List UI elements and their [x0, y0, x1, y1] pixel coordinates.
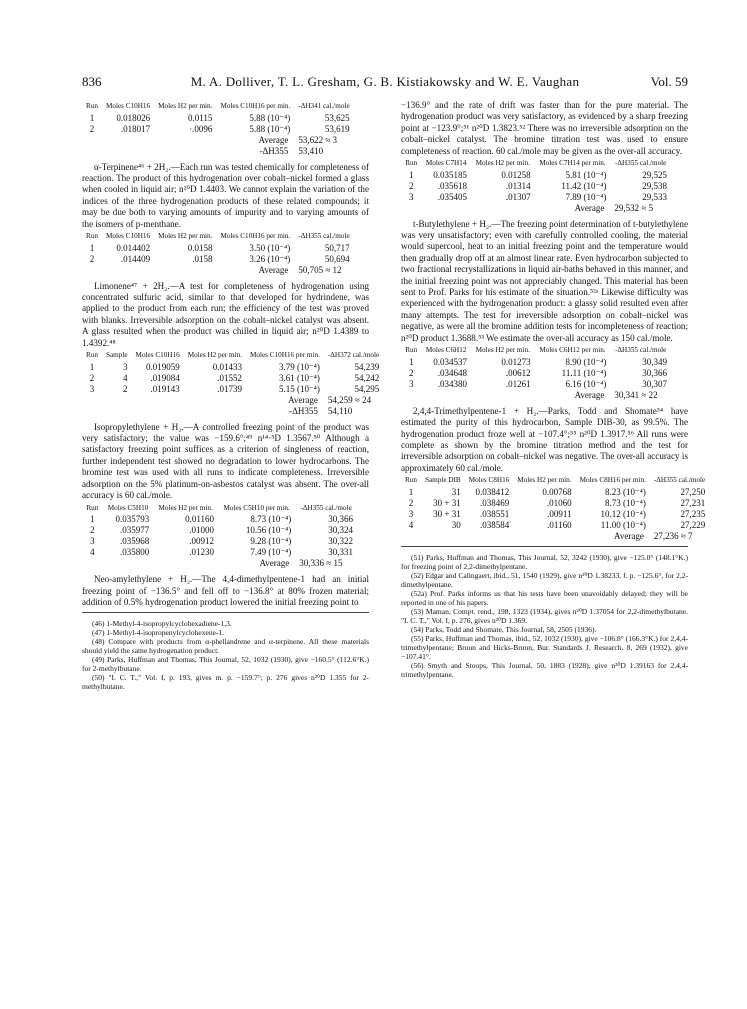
average-row-label: Average [574, 202, 605, 213]
table-row [82, 525, 357, 536]
column-header: -ΔH355 cal./mole [653, 476, 706, 485]
table-cell: 11.42 (10⁻⁴) [561, 180, 607, 191]
data-table [82, 505, 357, 570]
column-header: Moles C5H10 per min. [223, 503, 290, 512]
footnote-rule [401, 546, 688, 547]
table-row [401, 509, 709, 520]
table-cell: .01230 [189, 547, 215, 558]
table-cell: 30,322 [328, 536, 353, 547]
data-table [82, 103, 354, 157]
average-row [401, 203, 671, 214]
table-cell: 30,331 [328, 547, 353, 558]
table-cell: 0.01433 [212, 361, 242, 372]
table-cell: 3.79 (10⁻⁴) [278, 361, 320, 372]
column-header: Sample [105, 351, 128, 360]
table-cell: 1 [408, 169, 414, 180]
table-row [82, 384, 383, 395]
paragraph: t-Butylethylene + H₂.—The freezing point determination of t-butylethylene was very unsatisfactory; even with carefully controlled cooling, the material would supercool, heat to an initial freezing point and the temperature would then gradually drop off at an almost linear rate. Even hydrocarbon subjected to two fractional recrystallizations in liquid air-baths behaved in this manner, and the initial freezing point was not appreciably changed. This material has been sent to Prof. Parks for his estimate of the situation.⁵²ᵃ Likewise difficulty was experienced with the hydrogenation product: a glassy solid resulted even after many attempts. The test for irreversible adsorption on cobalt–nickel was negative, as were all the bromine addition tests for incompleteness of reaction; n²⁰D product 1.3688.⁵³ We estimate the over-all accuracy as 150 cal./mole. [401, 218, 688, 343]
table-row [401, 498, 709, 509]
table-cell: .01739 [217, 383, 242, 394]
paragraph: Neo-amylethylene + H₂.—The 4,4-dimethylpentene-1 had an initial freezing point of −136.5° and fell off to −136.8° at 80% frozen material; addition of 0.5% hydrogenation product lowered the initial freezing point to [82, 574, 369, 607]
table-cell: 4 [408, 519, 414, 530]
column-header: Moles H2 per min. [187, 351, 242, 360]
table-cell: 6.16 (10⁻⁴) [565, 378, 607, 389]
table-cell: .01261 [505, 378, 531, 389]
column-header: Moles C5H10 [107, 503, 149, 512]
table-cell: 0.019059 [145, 361, 180, 372]
column-header: Moles C10H16 [105, 102, 151, 110]
table-cell: 30 + 31 [433, 497, 461, 508]
table-cell: 0.01273 [501, 356, 531, 367]
table-cell: 53,625 [324, 112, 350, 123]
table-cell: 0.035185 [433, 169, 467, 180]
page-number: 836 [82, 74, 102, 89]
footnote: (47) 1-Methyl-4-isopropenylcyclohexene-1. [92, 628, 225, 638]
table-cell: 1 [408, 356, 414, 367]
table-cell: 3 [89, 383, 95, 394]
column-header: Moles C10H16 per min. [220, 102, 291, 110]
table-cell: 2 [89, 123, 95, 134]
table-cell: .01314 [505, 180, 531, 191]
average-row [82, 135, 354, 146]
table-cell: 8.73 (10⁻⁴) [604, 497, 646, 508]
data-table [401, 477, 709, 542]
table-row [401, 170, 671, 181]
paragraph: Isopropylethylene + H₂.—A controlled freezing point of the product was very satisfactory; the value was −159.6°;⁴⁹ n¹⁴·⁵D 1.3567.⁵⁰ Although a satisfactory freezing point suffices as a criterion of singleness of reaction, further independent test showed no degradation to lower hydrocarbons. The bromine test was used with all runs to indicate completeness. Irreversible adsorption on the 5% platinum-on-asbestos catalyst was absent. The over-all accuracy is 60 cal./mole. [82, 421, 369, 501]
table-cell: 7.49 (10⁻⁴) [250, 547, 292, 558]
column-header: Moles C6H12 [425, 346, 467, 355]
column-header: Moles C8H16 per min. [579, 476, 646, 485]
table-cell: .014409 [120, 253, 151, 264]
table-cell: 3 [123, 361, 128, 372]
table-cell: 0.038412 [475, 486, 510, 497]
table-row [82, 124, 354, 135]
table-cell: 2 [408, 180, 414, 191]
table-cell: 10.56 (10⁻⁴) [245, 525, 292, 536]
table-cell: 0.035793 [115, 514, 150, 525]
column-header: Moles H2 per min. [475, 346, 530, 355]
table-header-row [401, 347, 671, 357]
average-row [401, 390, 671, 401]
table-cell: 27,231 [680, 497, 706, 508]
table-cell: 54,239 [354, 361, 380, 372]
paragraph: −136.9° and the rate of drift was faster than for the pure material. The hydrogenation product was very satisfactory, as evidenced by a sharp freezing point at −123.9°;⁵¹ n²⁰D 1.3823.⁵² There was no irreversible adsorption on the cobalt–nickel catalyst. The bromine titration test was used to ensure completeness of reaction. 60 cal./mole may be given as the over-all accuracy. [401, 100, 688, 156]
table-cell: .00612 [505, 367, 531, 378]
table-cell: 54,242 [354, 372, 380, 383]
table-row [82, 547, 357, 558]
table-cell: 0.034537 [433, 356, 467, 367]
paragraph: 2,4,4-Trimethylpentene-1 + H₂.—Parks, Todd and Shomate⁵⁴ have estimated the purity of this hydrocarbon, Sample DIB-30, as 99.5%. The hydrogenation product froze well at −107.4°;⁵⁵ n²⁰D 1.3917.⁵⁶ All runs were complete as shown by the bromine titration method and the test for irreversible adsorption on cobalt–nickel was negative. The over-all accuracy is approximately 60 cal./mole. [401, 405, 688, 473]
table-cell: ·.0096 [189, 123, 213, 134]
table-cell: 30 + 31 [433, 508, 461, 519]
header-authors: M. A. Dolliver, T. L. Gresham, G. B. Kistiakowsky and W. E. Vaughan [190, 74, 580, 89]
column-header: Moles C6H12 per min. [539, 346, 606, 355]
paragraph: Limonene⁴⁷ + 2H₂.—A test for completeness of hydrogenation using concentrated sulfuric acid, similar to that developed for hydrindene, was applied to the product from each run; the efficiency of the test was proved with blanks. Irreversible adsorption on the cobalt–nickel catalyst was absent. A glass resulted when the product was chilled in liquid air; n²⁰D 1.4389 to 1.4392.⁴⁸ [82, 280, 369, 348]
column-header: Moles C7H14 [425, 159, 467, 168]
table-cell: 0.0158 [187, 242, 213, 253]
data-table [82, 352, 383, 417]
table-cell: 30,324 [328, 525, 353, 536]
column-header: Moles C10H16 per min. [250, 351, 320, 360]
table-cell: 10.12 (10⁻⁴) [600, 508, 646, 519]
average-row-value: 27,236 ≈ 7 [653, 530, 693, 541]
table-cell: 0.01258 [501, 169, 531, 180]
table-row [401, 368, 671, 379]
footnote: (53) Maman, Compt. rend., 198, 1323 (1934), gives n²⁰D 1.37054 for 2,2-dimethylbutane. "I. C. T.," Vol. I, p. 276, gives n²⁰D 1.369. [401, 606, 688, 625]
table-cell: 29,533 [642, 191, 667, 202]
footnote: (54) Parks, Todd and Shomate, This Journal, 58, 2505 (1936). [411, 624, 597, 634]
footnotes [401, 553, 688, 679]
table-row [401, 192, 671, 203]
extrapolated-row [82, 146, 354, 157]
table-row [82, 362, 383, 373]
table-cell: .01000 [189, 525, 215, 536]
average-row-label: Average [614, 530, 644, 541]
table-cell: 2 [408, 367, 414, 378]
footnote: (55) Parks, Huffman and Thomas, ibid., 52, 1032 (1930), give −106.8° (166.3°K.) for 2,4,4-trimethylpentane; Bruun and Hicks-Bruun, Bur. Standards J. Research, 8, 269 (1932), give −107.41°. [401, 633, 688, 661]
table-cell: .019084 [150, 372, 180, 383]
table-cell: 8.73 (10⁻⁴) [250, 514, 292, 525]
table-cell: 0.014402 [116, 242, 151, 253]
table-cell: 0.018026 [116, 112, 151, 123]
table-row [401, 379, 671, 390]
table-cell: 7.89 (10⁻⁴) [565, 191, 607, 202]
extrapolated-row-value: 53,410 [298, 145, 324, 156]
table-cell: .00912 [189, 536, 215, 547]
left-column [82, 100, 380, 692]
column-header: -ΔH341 cal./mole [298, 102, 350, 110]
table-row [401, 520, 709, 531]
average-row-value: 50,705 ≈ 12 [298, 264, 342, 275]
table-cell: 1 [89, 361, 95, 372]
data-table [82, 233, 354, 276]
column-header: Moles C8H16 [468, 476, 510, 485]
table-header-row [82, 233, 354, 243]
table-cell: .0158 [192, 253, 213, 264]
column-header: Run [405, 476, 417, 485]
column-header: Run [405, 346, 418, 355]
table-cell: .00911 [547, 508, 572, 519]
table-cell: 53,619 [324, 123, 350, 134]
table-cell: 54,295 [354, 383, 380, 394]
table-cell: 3.50 (10⁻⁴) [249, 242, 291, 253]
footnote: (46) 1-Methyl-4-isopropylcyclohexadiene-1,3. [92, 619, 232, 629]
table-cell: 50,694 [324, 253, 350, 264]
table-cell: 1 [90, 514, 95, 525]
table-cell: 2 [408, 497, 414, 508]
table-cell: .01307 [505, 191, 531, 202]
footnotes [82, 619, 369, 691]
table-cell: .034380 [437, 378, 467, 389]
table-cell: .019143 [150, 383, 180, 394]
table-cell: 5.15 (10⁻⁴) [278, 383, 320, 394]
column-header: Sample DIB [424, 476, 461, 485]
column-header: Run [405, 159, 418, 168]
footnote: (51) Parks, Huffman and Thomas, This Journal, 52, 3242 (1930), give −125.0° (148.1°K.) for freezing point of 2,2-dimethylpentane. [401, 552, 688, 571]
data-table [401, 160, 671, 214]
right-column [401, 100, 706, 679]
table-header-row [82, 505, 357, 515]
table-cell: .038469 [480, 497, 510, 508]
table-cell: 2 [123, 383, 128, 394]
table-row [401, 357, 671, 368]
extrapolated-row-label: -ΔH355 [259, 145, 289, 156]
column-header: -ΔH355 cal./mole [615, 159, 667, 168]
table-cell: 27,235 [680, 508, 706, 519]
table-cell: .01552 [217, 372, 242, 383]
table-cell: 2 [89, 253, 95, 264]
table-cell: 29,525 [642, 169, 667, 180]
table-cell: 3 [408, 191, 414, 202]
average-row-value: 30,341 ≈ 22 [614, 389, 658, 400]
table-row [401, 487, 709, 498]
table-cell: 0.00768 [542, 486, 572, 497]
average-row-value: 53,622 ≈ 3 [298, 134, 338, 145]
column-header: Run [86, 102, 98, 110]
footnote: (48) Compare with products from α-phellandrene and α-terpinene. All these materials should yield the same hydrogenation product. [82, 637, 369, 656]
table-header-row [82, 352, 383, 362]
column-header: Moles H2 per min. [475, 159, 530, 168]
column-header: Moles C7H14 per min. [539, 159, 606, 168]
table-cell: 3.26 (10⁻⁴) [249, 253, 291, 264]
table-row [82, 373, 383, 384]
footnote: (56) Smyth and Stoops, This Journal, 50, 1883 (1928), give n²⁰D 1.39163 for 2,4,4-trimethylpentane. [401, 660, 688, 679]
extrapolated-row-label: -ΔH355 [289, 405, 318, 416]
average-row-label: Average [574, 389, 605, 400]
table-cell: 5.88 (10⁻⁴) [249, 123, 291, 134]
average-row-label: Average [288, 394, 318, 405]
table-cell: 11.11 (10⁻⁴) [561, 367, 607, 378]
data-table [401, 347, 671, 401]
footnote: (50) "I. C. T.," Vol. I, p. 193, gives m. p. −159.7°; p. 276 gives n²⁰D 1.355 for 2-methylbutane. [82, 673, 369, 692]
table-cell: 9.28 (10⁻⁴) [250, 536, 292, 547]
column-header: Moles H2 per min. [158, 503, 213, 512]
table-cell: .01060 [546, 497, 572, 508]
average-row [401, 531, 709, 542]
table-cell: 5.88 (10⁻⁴) [249, 112, 291, 123]
table-cell: 27,250 [680, 486, 706, 497]
column-header: Run [86, 503, 99, 512]
extrapolated-row [82, 406, 383, 417]
table-cell: 50,717 [324, 242, 350, 253]
average-row-value: 30,336 ≈ 15 [299, 558, 343, 569]
table-cell: .018017 [120, 123, 151, 134]
average-row [82, 265, 354, 276]
column-header: -ΔH372 cal./mole [327, 351, 380, 360]
table-row [82, 113, 354, 124]
column-header: Moles C10H16 [135, 351, 180, 360]
table-cell: 0.01160 [185, 514, 215, 525]
table-cell: .038551 [480, 508, 510, 519]
running-header [82, 74, 688, 90]
table-cell: 3 [90, 536, 95, 547]
volume-label: Vol. 59 [650, 74, 688, 89]
column-header: -ΔH355 cal./mole [300, 503, 352, 512]
column-header: Moles H2 per min. [517, 476, 572, 485]
table-header-row [82, 103, 354, 113]
paragraph: α-Terpinene⁴⁶ + 2H₂.—Each run was tested chemically for completeness of reaction. The product of this hydrogenation over cobalt–nickel formed a glass when cooled in liquid air; n²⁰D 1.4403. We cannot explain the variation of the indices of the three hydrogenation products of these related compounds; it may be due both to varying amounts of impurity and to varying amounts of the isomers of p-menthane. [82, 161, 369, 229]
footnote: (52) Edgar and Calingaert, ibid., 51, 1540 (1929), give n²⁰D 1.38233, f. p. −125.6°, for 2,2-dimethylpentane. [401, 570, 688, 589]
table-row [82, 254, 354, 265]
table-cell: .035405 [437, 191, 467, 202]
average-row [82, 395, 383, 406]
table-cell: .035618 [437, 180, 467, 191]
footnote-rule [82, 612, 369, 613]
table-row [82, 514, 357, 525]
column-header: Moles H2 per min. [158, 232, 213, 241]
table-row [82, 243, 354, 254]
table-cell: 2 [90, 525, 95, 536]
table-cell: 30,349 [642, 356, 667, 367]
table-cell: 11.00 (10⁻⁴) [600, 519, 646, 530]
average-row-label: Average [258, 264, 289, 275]
table-cell: .035968 [120, 536, 150, 547]
table-cell: 31 [451, 486, 461, 497]
column-header: Moles H2 per min. [158, 102, 213, 110]
table-cell: 3 [408, 378, 414, 389]
table-cell: 5.81 (10⁻⁴) [565, 169, 607, 180]
footnote: (49) Parks, Huffman and Thomas, This Journal, 52, 1032 (1930), give −160.5° (112.6°K.) for 2-methylbutane. [82, 655, 369, 674]
table-cell: 30 [451, 519, 461, 530]
column-header: Moles C10H16 [105, 232, 151, 241]
table-cell: 30,307 [642, 378, 667, 389]
table-row [82, 536, 357, 547]
column-header: Run [86, 232, 98, 241]
table-cell: .035977 [120, 525, 150, 536]
table-cell: 30,366 [642, 367, 667, 378]
column-header: Run [86, 351, 98, 360]
footnote: (52a) Prof. Parks informs us that his tests have been unavoidably delayed; they will be reported in one of his papers. [401, 588, 688, 607]
table-cell: 30,366 [328, 514, 353, 525]
column-header: Moles C10H16 per min. [220, 232, 291, 241]
column-header: -ΔH355 cal./mole [615, 346, 667, 355]
table-header-row [401, 160, 671, 170]
average-row-value: 54,259 ≈ 24 [327, 394, 372, 405]
average-row-label: Average [258, 134, 289, 145]
table-cell: 0.0115 [188, 112, 213, 123]
table-cell: .038584 [480, 519, 510, 530]
table-cell: 8.23 (10⁻⁴) [604, 486, 646, 497]
table-cell: 1 [408, 486, 414, 497]
table-row [401, 181, 671, 192]
table-cell: 4 [123, 372, 128, 383]
table-cell: .034648 [437, 367, 467, 378]
table-cell: 1 [89, 112, 95, 123]
table-cell: .01160 [547, 519, 572, 530]
table-cell: 1 [89, 242, 95, 253]
table-cell: 27,229 [680, 519, 706, 530]
table-cell: 29,538 [642, 180, 667, 191]
table-cell: 8.90 (10⁻⁴) [565, 356, 607, 367]
average-row [82, 558, 357, 569]
average-row-label: Average [259, 558, 290, 569]
table-cell: 4 [90, 547, 95, 558]
table-header-row [401, 477, 709, 487]
average-row-value: 29,532 ≈ 5 [614, 202, 654, 213]
table-cell: .035800 [120, 547, 150, 558]
table-cell: 3 [408, 508, 414, 519]
column-header: -ΔH355 cal./mole [298, 232, 350, 241]
table-cell: 3.61 (10⁻⁴) [278, 372, 320, 383]
table-cell: 2 [89, 372, 95, 383]
extrapolated-row-value: 54,110 [327, 405, 353, 416]
